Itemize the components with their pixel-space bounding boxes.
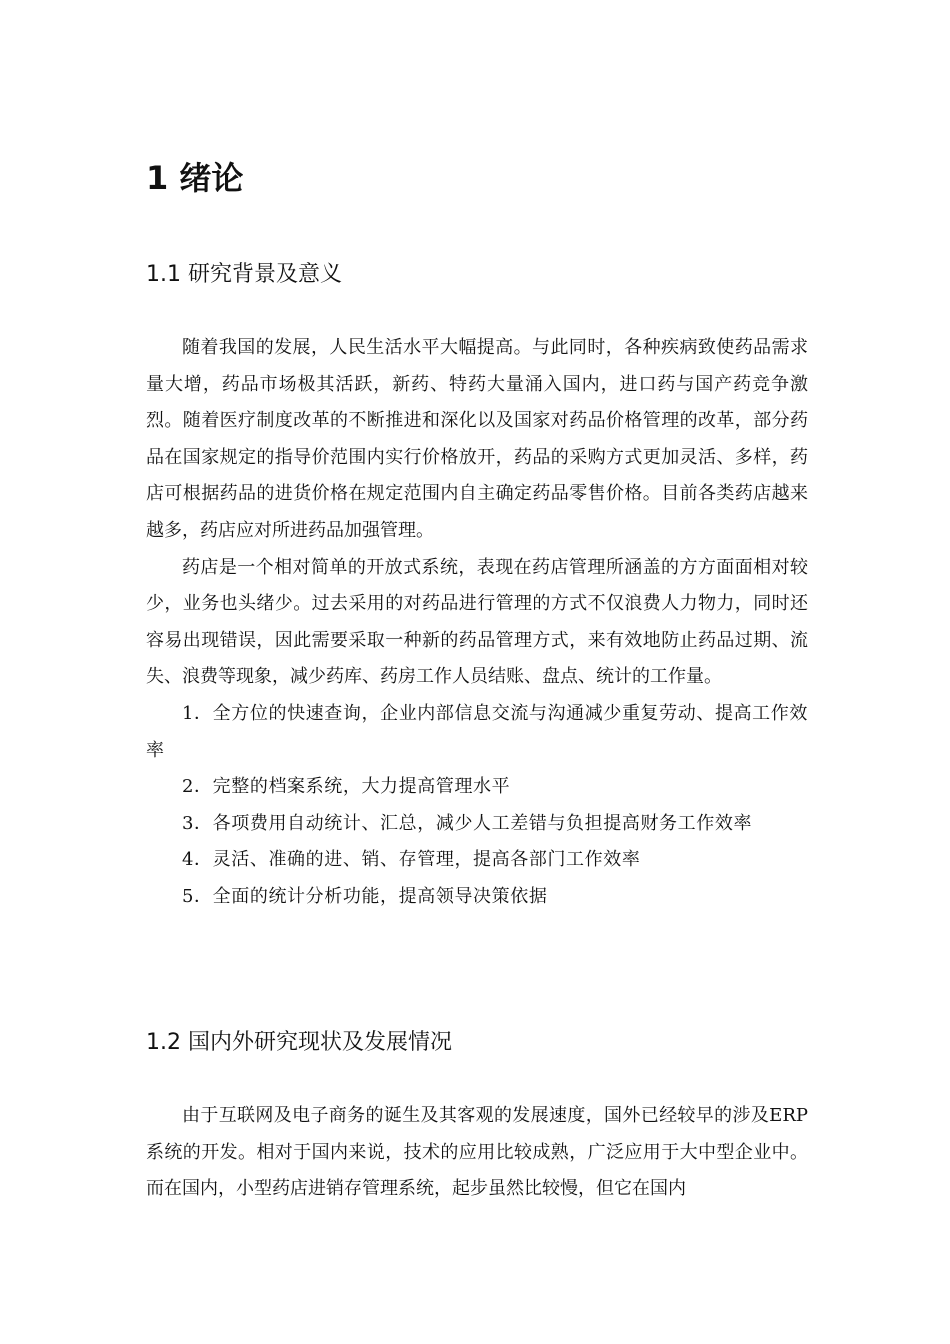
chapter-title: 1 绪论 — [146, 159, 244, 197]
list-item: 5．全面的统计分析功能，提高领导决策依据 — [182, 885, 548, 907]
section-1-1-body — [146, 330, 808, 916]
section-heading-1-1: 1.1 研究背景及意义 — [146, 262, 342, 287]
list-item: 3．各项费用自动统计、汇总，减少人工差错与负担提高财务工作效率 — [182, 812, 753, 834]
list-item: 1．全方位的快速查询，企业内部信息交流与沟通减少重复劳动、提高工作效率 — [146, 702, 808, 761]
section-heading-1-2: 1.2 国内外研究现状及发展情况 — [146, 1030, 452, 1055]
body-paragraph: 随着我国的发展，人民生活水平大幅提高。与此同时，各种疾病致使药品需求量大增，药品市场极其活跃，新药、特药大量涌入国内，进口药与国产药竞争激烈。随着医疗制度改革的不断推进和深化以及国家对药品价格管理的改革，部分药品在国家规定的指导价范围内实行价格放开，药品的采购方式更加灵活、多样，药店可根据药品的进货价格在规定范围内自主确定药品零售价格。目前各类药店越来越多，药店应对所进药品加强管理。 — [146, 337, 808, 541]
list-item: 2．完整的档案系统，大力提高管理水平 — [182, 776, 511, 798]
body-paragraph: 由于互联网及电子商务的诞生及其客观的发展速度，国外已经较早的涉及ERP系统的开发。相对于国内来说，技术的应用比较成熟，广泛应用于大中型企业中。而在国内，小型药店进销存管理系统，起步虽然比较慢，但它在国内 — [146, 1105, 808, 1200]
body-paragraph: 药店是一个相对简单的开放式系统，表现在药店管理所涵盖的方方面面相对较少，业务也头绪少。过去采用的对药品进行管理的方式不仅浪费人力物力，同时还容易出现错误，因此需要采取一种新的药品管理方式，来有效地防止药品过期、流失、浪费等现象，减少药库、药房工作人员结账、盘点、统计的工作量。 — [146, 556, 808, 688]
list-item: 4．灵活、准确的进、销、存管理，提高各部门工作效率 — [182, 849, 641, 871]
section-1-2-body — [146, 1098, 808, 1208]
